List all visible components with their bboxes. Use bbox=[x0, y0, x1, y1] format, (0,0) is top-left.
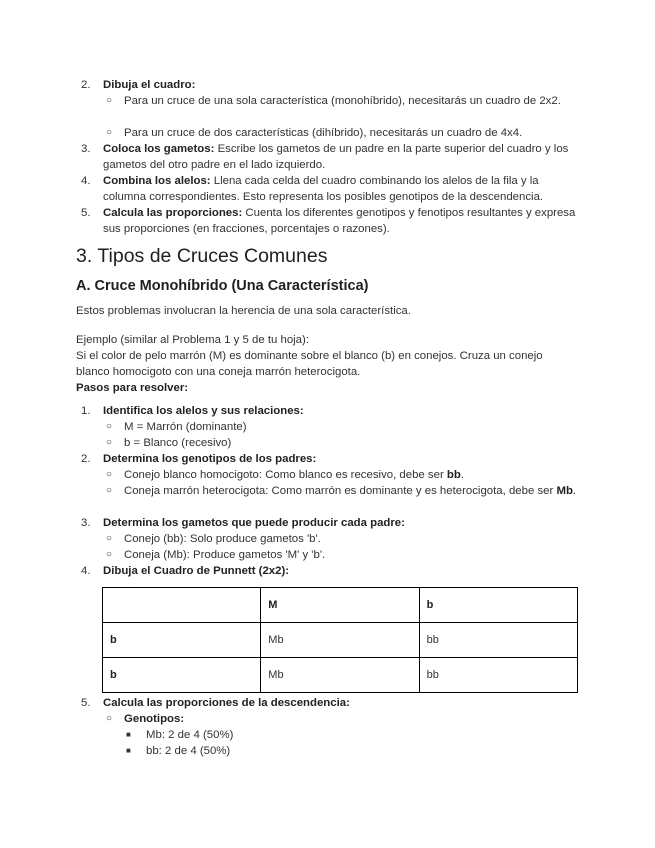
square-bullet-icon: ■ bbox=[126, 746, 131, 755]
subsection-heading: A. Cruce Monohíbrido (Una Característica) bbox=[76, 278, 369, 294]
list-item bbox=[103, 563, 583, 579]
step-text: Llena cada celda del cuadro combinando los alelos de la fila y la columna correspondientes. Esto representa los posibles genotipos de la descendencia. bbox=[103, 175, 544, 203]
steps-heading-text: Pasos para resolver: bbox=[76, 382, 189, 394]
list-number: 3. bbox=[81, 517, 91, 529]
sub-text-end: . bbox=[572, 485, 577, 497]
list-item bbox=[103, 515, 583, 531]
hollow-bullet-icon: ○ bbox=[106, 533, 113, 544]
table-header-row bbox=[103, 588, 578, 623]
genotype: bb bbox=[446, 469, 461, 481]
table-cell bbox=[103, 588, 261, 623]
step-title: Combina los alelos: bbox=[103, 175, 211, 187]
steps-heading bbox=[76, 380, 188, 396]
table-cell: b bbox=[103, 658, 261, 693]
step-title: Identifica los alelos y sus relaciones: bbox=[103, 405, 304, 417]
table-cell: Mb bbox=[261, 658, 419, 693]
list-item bbox=[124, 711, 584, 727]
sub-text: Conejo blanco homocigoto: Como blanco es recesivo, debe ser bbox=[124, 469, 447, 481]
table-cell: Mb bbox=[261, 623, 419, 658]
step-title: Dibuja el Cuadro de Punnett (2x2): bbox=[103, 565, 290, 577]
step-title: Calcula las proporciones: bbox=[103, 207, 243, 219]
hollow-bullet-icon: ○ bbox=[106, 127, 113, 138]
step-text: Cuenta los diferentes genotipos y fenotipos resultantes y expresa sus proporciones (en fracciones, porcentajes o razones). bbox=[103, 207, 576, 235]
punnett-square bbox=[102, 587, 578, 693]
list-number: 4. bbox=[81, 175, 91, 187]
list-item bbox=[103, 141, 583, 173]
step-title: Calcula las proporciones de la descendencia: bbox=[103, 697, 350, 709]
list-item: Mb: 2 de 4 (50%) bbox=[146, 729, 234, 741]
step-title: Coloca los gametos: bbox=[103, 143, 215, 155]
table-row bbox=[103, 658, 578, 693]
list-item: Coneja (Mb): Produce gametos 'M' y 'b'. bbox=[124, 549, 326, 561]
hollow-bullet-icon: ○ bbox=[106, 485, 113, 496]
list-item: Para un cruce de una sola característica (monohíbrido), necesitarás un cuadro de 2x2. bbox=[124, 95, 561, 107]
hollow-bullet-icon: ○ bbox=[106, 437, 113, 448]
example-label: Ejemplo (similar al Problema 1 y 5 de tu hoja): bbox=[76, 334, 309, 346]
list-number: 5. bbox=[81, 697, 91, 709]
hollow-bullet-icon: ○ bbox=[106, 469, 113, 480]
list-item bbox=[103, 695, 583, 711]
step-title: Dibuja el cuadro: bbox=[103, 79, 196, 91]
list-item: b = Blanco (recesivo) bbox=[124, 437, 232, 449]
sub-text-end: . bbox=[460, 469, 465, 481]
list-item bbox=[103, 451, 583, 467]
list-item bbox=[124, 467, 584, 483]
list-number: 1. bbox=[81, 405, 91, 417]
table-cell: b bbox=[103, 623, 261, 658]
list-item: bb: 2 de 4 (50%) bbox=[146, 745, 231, 757]
list-number: 2. bbox=[81, 453, 91, 465]
list-item bbox=[103, 205, 583, 237]
list-item bbox=[124, 483, 584, 499]
step-title: Determina los genotipos de los padres: bbox=[103, 453, 317, 465]
genotype: Mb bbox=[556, 485, 573, 497]
example-paragraph: Si el color de pelo marrón (M) es dominante sobre el blanco (b) en conejos. Cruza un conejo blanco homocigoto con una coneja marrón heterocigota. bbox=[76, 350, 543, 378]
intro-paragraph: Estos problemas involucran la herencia de una sola característica. bbox=[76, 305, 411, 317]
hollow-bullet-icon: ○ bbox=[106, 421, 113, 432]
table-cell: b bbox=[419, 588, 577, 623]
list-number: 5. bbox=[81, 207, 91, 219]
table-cell: bb bbox=[419, 658, 577, 693]
list-number: 4. bbox=[81, 565, 91, 577]
sub-heading: Genotipos: bbox=[124, 713, 185, 725]
hollow-bullet-icon: ○ bbox=[106, 549, 113, 560]
sub-text: Coneja marrón heterocigota: Como marrón es dominante y es heterocigota, debe ser bbox=[124, 485, 557, 497]
list-number: 3. bbox=[81, 143, 91, 155]
list-item: Conejo (bb): Solo produce gametos 'b'. bbox=[124, 533, 321, 545]
list-item: Para un cruce de dos características (dihíbrido), necesitarás un cuadro de 4x4. bbox=[124, 127, 523, 139]
list-item bbox=[103, 173, 583, 205]
hollow-bullet-icon: ○ bbox=[106, 713, 113, 724]
list-item: M = Marrón (dominante) bbox=[124, 421, 247, 433]
list-item bbox=[103, 77, 583, 93]
list-number: 2. bbox=[81, 79, 91, 91]
list-item bbox=[103, 403, 583, 419]
square-bullet-icon: ■ bbox=[126, 730, 131, 739]
step-text: Escribe los gametos de un padre en la parte superior del cuadro y los gametos del otro padre en el lado izquierdo. bbox=[103, 143, 569, 171]
hollow-bullet-icon: ○ bbox=[106, 95, 113, 106]
section-heading: 3. Tipos de Cruces Comunes bbox=[76, 245, 328, 267]
table-row bbox=[103, 623, 578, 658]
table-cell: bb bbox=[419, 623, 577, 658]
table-cell: M bbox=[261, 588, 419, 623]
step-title: Determina los gametos que puede producir cada padre: bbox=[103, 517, 405, 529]
